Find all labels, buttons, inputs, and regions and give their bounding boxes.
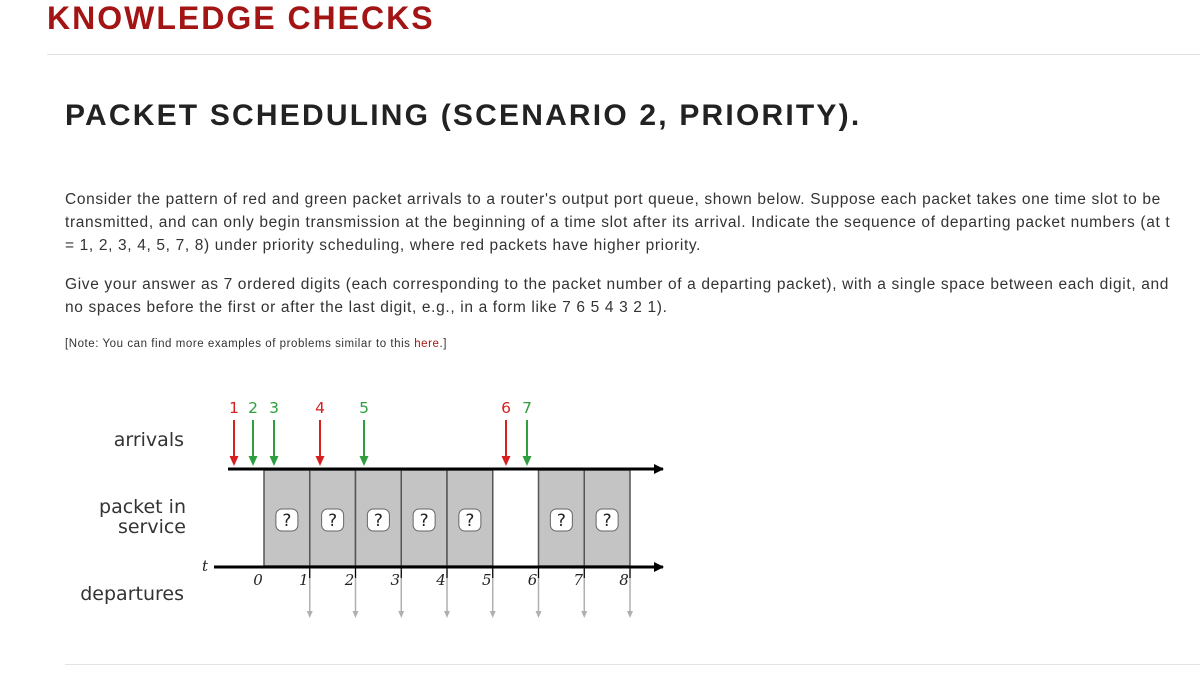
arrival-arrow-head (523, 456, 532, 466)
time-tick-label: 5 (481, 571, 492, 589)
unknown-packet-label: ? (282, 511, 292, 531)
question-paragraph-line-1: Consider the pattern of red and green packet arrivals to a router's output port queue, shown below. Suppose each packet takes one time slot to be (65, 191, 1161, 208)
packet-scheduling-diagram (0, 380, 1200, 650)
time-tick-label: 2 (344, 571, 355, 589)
departure-arrow-head (581, 611, 587, 618)
unknown-packet-label: ? (602, 511, 612, 531)
question-paragraph-line-2: transmitted, and can only begin transmission at the beginning of a time slot after its arrival. Indicate the sequence of departing packet numbers (at t (65, 214, 1171, 231)
time-tick-label: 8 (619, 571, 629, 589)
departure-arrow-head (627, 611, 633, 618)
arrival-arrow-head (502, 456, 511, 466)
arrival-packet-number: 7 (522, 399, 532, 417)
time-tick-label: 1 (298, 571, 309, 589)
arrival-arrow-head (360, 456, 369, 466)
examples-link[interactable]: here (414, 338, 440, 350)
unknown-packet-label: ? (419, 511, 429, 531)
footer-divider (65, 664, 1200, 665)
time-axis-label: t (202, 557, 209, 575)
arrival-packet-number: 2 (248, 399, 258, 417)
time-tick-label: 6 (527, 571, 538, 589)
arrival-arrow-head (249, 456, 258, 466)
header-divider (47, 54, 1200, 55)
departure-arrow-head (398, 611, 404, 618)
note (65, 336, 447, 352)
answer-format-line-2: no spaces before the first or after the last digit, e.g., in a form like 7 6 5 4 3 2 1). (65, 299, 668, 316)
service-boxes (264, 470, 630, 566)
time-tick-label: 3 (390, 571, 401, 589)
answer-format-line-1: Give your answer as 7 ordered digits (each corresponding to the packet number of a departing packet), with a single space between each digit, and (65, 276, 1170, 293)
packet-in-label: packet in (99, 496, 186, 518)
arrival-packet-number: 6 (501, 399, 511, 417)
time-tick-label: 7 (573, 571, 584, 589)
section-title: KNOWLEDGE CHECKS (47, 0, 435, 36)
departure-arrow-head (353, 611, 359, 618)
unknown-packet-label: ? (373, 511, 383, 531)
note-prefix: [Note: You can find more examples of problems similar to this (65, 338, 415, 350)
arrival-packet-number: 1 (229, 399, 239, 417)
arrival-arrow-head (230, 456, 239, 466)
departure-arrow-head (536, 611, 542, 618)
arrival-packet-number: 4 (315, 399, 325, 417)
departure-arrow-head (307, 611, 313, 618)
time-tick-label: 0 (253, 571, 263, 589)
arrival-packet-number: 3 (269, 399, 279, 417)
note-suffix: .] (439, 338, 447, 350)
unknown-packet-label: ? (465, 511, 475, 531)
arrival-arrow-head (316, 456, 325, 466)
departure-arrow-head (444, 611, 450, 618)
question-paragraph-line-3: = 1, 2, 3, 4, 5, 7, 8) under priority scheduling, where red packets have higher priority. (65, 237, 702, 254)
arrival-arrows (229, 399, 532, 466)
time-tick-label: 4 (436, 571, 446, 589)
unknown-packet-label: ? (328, 511, 338, 531)
departure-arrow-head (490, 611, 496, 618)
question-title: PACKET SCHEDULING (SCENARIO 2, PRIORITY). (65, 99, 862, 132)
arrivals-label: arrivals (113, 429, 184, 451)
service-label: service (117, 516, 186, 538)
unknown-packet-label: ? (556, 511, 566, 531)
arrival-packet-number: 5 (359, 399, 369, 417)
departures-label: departures (80, 583, 184, 605)
arrival-arrow-head (270, 456, 279, 466)
